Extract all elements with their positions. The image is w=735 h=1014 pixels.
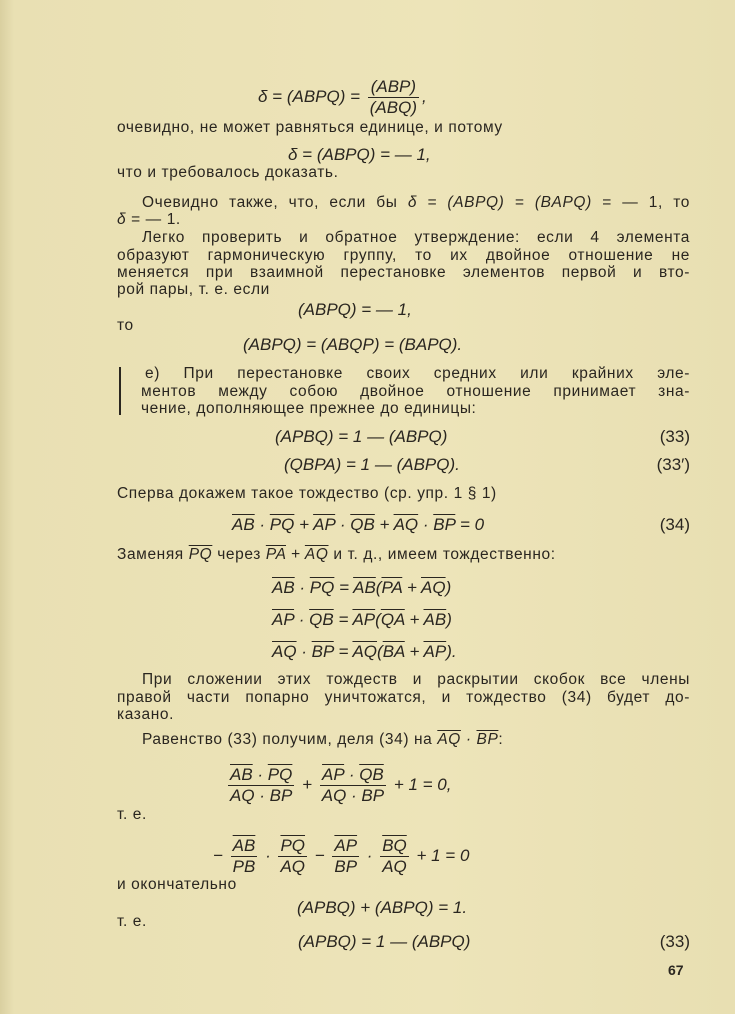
vector-segment: $\overline{QB}$ [359,765,384,784]
math-text: Очевидно также, что, если бы [142,194,408,211]
vector-segment: $\overline{AB}$ [230,765,253,784]
vector-segment: $\overline{PQ}$ [267,765,293,784]
vector-segment: $\overline{AB}$ [272,578,295,597]
vector-segment: $\overline{AB}$ [232,836,256,855]
math-text: = — 1, то [591,194,690,211]
vector-segment: $\overline{AP}$ [352,610,376,629]
text-line [142,194,690,212]
denominator [228,786,294,806]
vector-segment: $\overline{BA}$ [382,642,405,661]
vector-segment: AQ [280,857,306,876]
denominator [231,857,258,877]
vector-segment: $\overline{AQ}$ [304,546,329,563]
math-text: δ = (ABPQ) = [258,86,365,106]
equation-permutation [243,335,462,355]
equation-number: (33) [659,427,690,446]
math-text: = [333,610,353,629]
vector-segment: BP [334,857,358,876]
vector-segment: $\overline{QB}$ [350,515,375,534]
equation-number: (33) [659,932,690,951]
denominator [278,857,307,877]
text-line: Легко проверить и обратное утверждение: если 4 элемента [142,229,690,246]
equation-delta-ratio [258,77,427,118]
math-text: · [296,642,312,661]
math-text: ) [446,610,452,629]
math-text: · [335,515,351,534]
math-text: δ = (ABPQ) = — 1, [288,145,431,164]
fraction [332,836,359,877]
numerator [380,836,409,857]
vector-segment: $\overline{QB}$ [309,610,334,629]
math-text: + 1 = 0 [411,845,470,865]
text-line: е) При перестановке своих средних или крайних эле- [145,365,690,382]
vector-segment: $\overline{QA}$ [380,610,405,629]
numerator [320,765,386,786]
math-text: (APBQ) = 1 — (ABPQ) [298,932,471,951]
math-text: + [286,546,305,563]
math-text: + [404,642,424,661]
vector-segment: $\overline{PQ}$ [280,836,306,855]
vector-segment: $\overline{AQ}$ [272,642,297,661]
vector-segment: $\overline{PQ}$ [188,546,213,563]
fraction [278,836,307,877]
equation-identity-3 [272,642,457,662]
vector-segment: $\overline{AP}$ [334,836,358,855]
math-text: ) [445,578,452,597]
text-line: меняется при взаимной перестановке элементов первой и вто- [117,264,690,281]
math-text: · [344,765,360,784]
margin-bar [119,367,121,415]
math-text: = 0 [455,515,485,534]
vector-segment: $\overline{AQ}$ [352,642,378,661]
math-text: δ = (ABPQ) = (BAPQ) [407,194,592,211]
math-text: · [254,786,270,805]
math-text: · [362,845,378,865]
math-text: (QBPA) = 1 — (ABPQ). [284,455,460,474]
denominator [332,857,359,877]
text-line: то [117,317,134,334]
text-line: казано. [117,706,174,723]
vector-segment: $\overline{BP}$ [361,786,385,805]
math-text: · [294,578,310,597]
math-text: + [374,515,394,534]
equation-delta-minus-one [288,145,431,165]
denominator [380,857,409,877]
text-line: что и требовалось доказать. [117,164,339,181]
fraction [368,77,419,118]
text-line: рой пары, т. е. если [117,281,270,298]
fraction [228,765,294,806]
text-line [117,211,690,229]
math-text: − [213,845,228,865]
numerator [332,836,359,857]
text-line [142,731,715,749]
vector-segment: $\overline{BP}$ [433,515,456,534]
vector-segment: $\overline{BQ}$ [382,836,407,855]
numerator [278,836,307,857]
vector-segment: $\overline{AP}$ [423,642,447,661]
numerator [368,77,419,98]
vector-segment: PB [232,857,256,876]
equation-33-final [298,932,470,952]
denominator [368,98,419,118]
text-line: правой части попарно уничтожатся, и тождество (34) будет до- [117,689,690,706]
vector-segment: $\overline{AQ}$ [321,786,347,805]
equation-number: (34) [659,515,690,534]
vector-segment: $\overline{AP}$ [313,515,336,534]
vector-segment: $\overline{BP}$ [269,786,293,805]
equation-expanded [213,836,469,877]
math-text: · [460,731,477,748]
math-text: = [333,642,353,661]
text-line: и окончательно [117,876,237,893]
text-line: ментов между собою двойное отношение принимает зна- [141,383,690,400]
math-text: (ABQ) [369,98,417,117]
fraction [320,765,386,806]
equation-number: (33′) [656,455,690,474]
equation-33-prime [284,455,460,475]
vector-segment: $\overline{AQ}$ [393,515,419,534]
denominator [320,786,386,806]
equation-34 [232,515,484,535]
equation-identity-2 [272,610,452,630]
vector-segment: $\overline{AP}$ [322,765,345,784]
vector-segment: $\overline{AB}$ [423,610,447,629]
math-text: (ABPQ) = (ABQP) = (BAPQ). [243,335,463,354]
math-text: ( [377,642,383,661]
math-text: + [294,515,314,534]
numerator [228,765,294,786]
math-text: δ [117,211,127,228]
math-text: , [422,86,427,106]
math-text: Равенство (33) получим, деля (34) на [142,731,438,748]
math-text: + [402,578,422,597]
text-line: Сперва докажем такое тождество (ср. упр. 1 § 1) [117,485,497,502]
text-line: чение, дополняющее прежнее до единицы: [141,400,477,417]
math-text: ( [375,578,382,597]
vector-segment: $\overline{PQ}$ [269,515,295,534]
math-text: (APBQ) = 1 — (ABPQ) [275,427,448,446]
vector-segment: $\overline{PA}$ [381,578,403,597]
math-text: (ABPQ) = — 1, [298,300,412,319]
vector-segment: $\overline{AQ}$ [437,731,461,748]
equation-identity-1 [272,578,451,598]
vector-segment: $\overline{BP}$ [311,642,334,661]
text-line: т. е. [117,806,147,823]
math-text: = [334,578,354,597]
text-line: При сложении этих тождеств и раскрытии скобок все члены [142,671,690,688]
text-line [117,546,690,564]
math-text: : [498,731,504,748]
vector-segment: $\overline{BP}$ [476,731,499,748]
fraction [380,836,409,877]
vector-segment: $\overline{PA}$ [265,546,286,563]
math-text: ). [446,642,457,661]
equation-33 [275,427,447,447]
vector-segment: $\overline{AQ}$ [230,786,255,805]
vector-segment: $\overline{AP}$ [272,610,295,629]
vector-segment: AQ [382,857,407,876]
vector-segment: $\overline{PQ}$ [309,578,335,597]
math-text: + [297,774,317,794]
math-text: − [310,845,330,865]
math-text: + [404,610,424,629]
numerator [231,836,258,857]
text-line: образуют гармоническую группу, то их двойное отношение не [117,247,690,264]
math-text: (APBQ) + (ABPQ) = 1. [297,898,468,917]
math-text: · [252,765,268,784]
math-text: · [294,610,310,629]
math-text: через [212,546,266,563]
math-text: ( [375,610,381,629]
math-text: · [254,515,270,534]
math-text: · [260,845,276,865]
equation-division [225,765,451,806]
math-text: · [418,515,434,534]
math-text: и т. д., имеем тождественно: [328,546,556,563]
vector-segment: $\overline{AQ}$ [421,578,446,597]
math-text: + 1 = 0, [389,774,452,794]
math-text: Заменяя [117,546,189,563]
text-line: т. е. [117,913,147,930]
page-number: 67 [668,962,684,978]
fraction [231,836,258,877]
math-text: · [346,786,362,805]
vector-segment: $\overline{AB}$ [232,515,255,534]
math-text: (ABP) [370,77,417,96]
vector-segment: $\overline{AB}$ [353,578,376,597]
text-line: очевидно, не может равняться единице, и потому [117,119,503,136]
math-text: = — 1. [126,211,181,228]
